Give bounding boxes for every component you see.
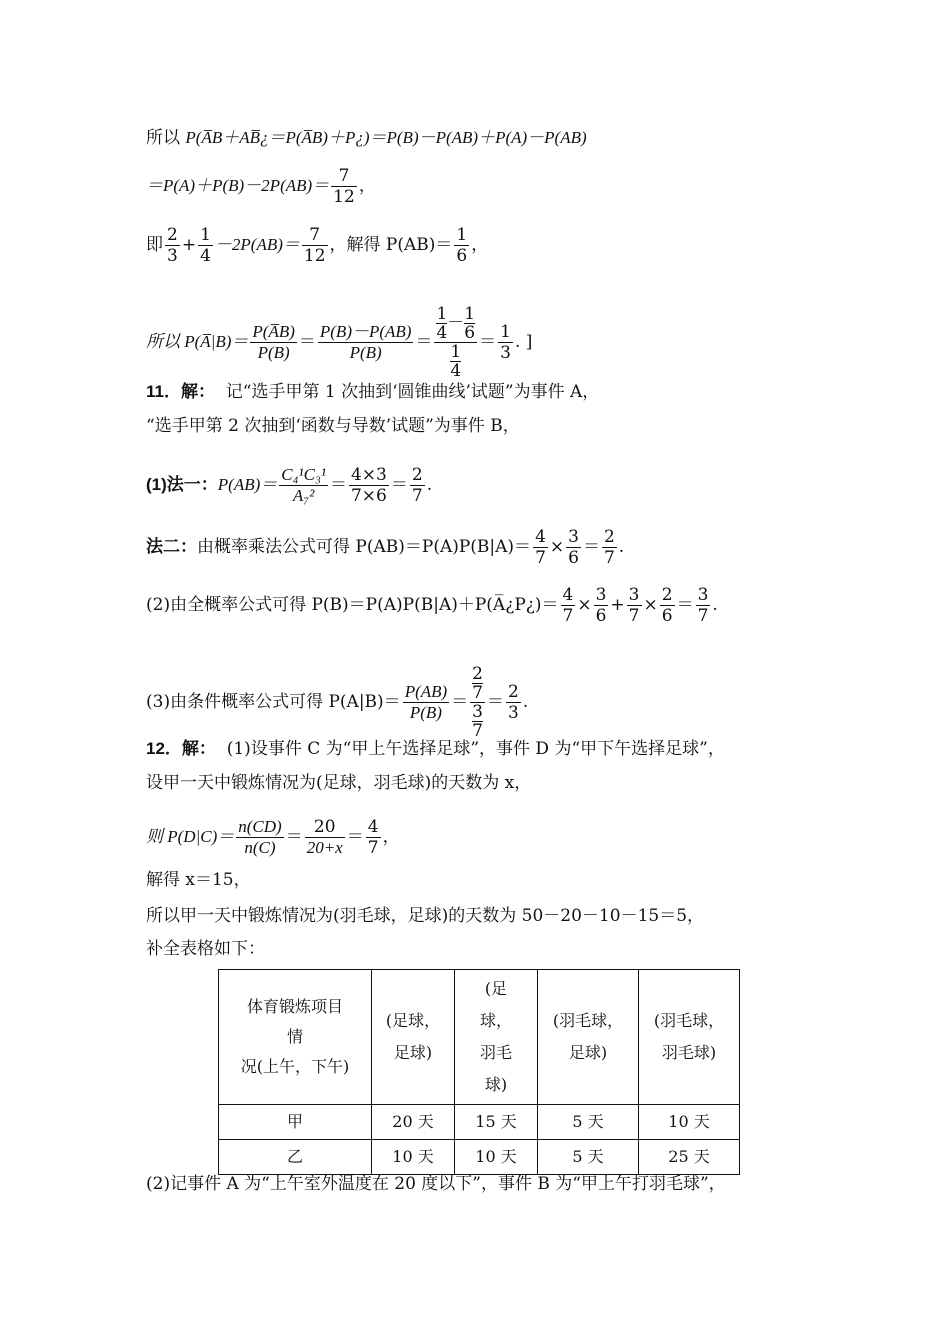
- method-2: [146, 527, 624, 568]
- table-header-row: [219, 970, 740, 1105]
- fraction: $\frac{7}{12}$: [303, 225, 326, 266]
- cell: 20 天: [372, 1105, 455, 1140]
- text: 即: [146, 235, 163, 255]
- cell: 10 天: [455, 1140, 538, 1175]
- text: (1)设事件 C 为“甲上午选择足球”，事件 D 为“甲下午选择足球”，: [226, 739, 725, 759]
- method-1: [146, 465, 432, 506]
- operator: +: [610, 595, 625, 615]
- fraction: $\frac{n(CD)}{n(C)}$: [238, 817, 282, 857]
- punct: .: [522, 692, 529, 712]
- text: 设甲一天中锻炼情况为(足球，羽毛球)的天数为 x，: [146, 773, 532, 793]
- fraction: $\frac{3}{6}$: [568, 527, 579, 568]
- punct: .: [712, 595, 718, 615]
- equation-line-1: [146, 126, 587, 150]
- fraction: $\frac{P(AB)}{P(B)}$: [404, 682, 448, 722]
- problem-11-line-1: [146, 380, 599, 404]
- cell: 5 天: [538, 1105, 639, 1140]
- header-cell: 体育锻炼项目 情 况(上午，下午): [219, 970, 372, 1105]
- text: 由概率乘法公式可得 P(AB)＝P(A)P(B|A)＝: [197, 537, 532, 557]
- operator: ＝: [415, 332, 433, 352]
- last-line: [146, 1172, 726, 1196]
- text: 所以: [146, 128, 180, 148]
- fraction: $\frac{1}{3}$: [500, 322, 511, 363]
- operator: ＝: [451, 692, 469, 712]
- equation: 所以 P(A̅|B)＝: [146, 332, 249, 351]
- cell: 5 天: [538, 1140, 639, 1175]
- fraction: $\frac{2}{6}$: [661, 585, 673, 626]
- problem-12-line-3: [146, 817, 400, 858]
- equation-line-4: [146, 305, 532, 380]
- header-cell: (羽毛球， 足球): [538, 970, 639, 1105]
- fraction: $\frac{2}{3}$: [167, 225, 178, 266]
- fraction: $\frac{20}{20+x}$: [306, 817, 343, 857]
- equation: P(AB)＝: [217, 475, 278, 494]
- fraction: $\frac{2}{7}$: [411, 465, 423, 506]
- punct: .: [618, 537, 625, 557]
- operator: +: [181, 235, 197, 255]
- exercise-table: [218, 969, 740, 1175]
- problem-number: 11．解：: [146, 382, 215, 401]
- fraction: $\frac{3}{7}$: [697, 585, 709, 626]
- punct: . ]: [514, 332, 533, 352]
- fraction: $\frac{4}{7}$: [562, 585, 574, 626]
- text: 补全表格如下：: [146, 939, 265, 959]
- cell: 乙: [219, 1140, 372, 1175]
- operator: ＝: [346, 827, 364, 847]
- fraction: $\frac{P(A̅B)}{P(B)}$: [252, 322, 295, 362]
- fraction: $\frac{4}{7}$: [367, 817, 379, 858]
- label: 法二：: [146, 537, 197, 556]
- operator: ＝: [298, 332, 316, 352]
- fraction: $\frac{7}{12}$: [333, 166, 355, 207]
- cell: 10 天: [372, 1140, 455, 1175]
- problem-12-line-1: [146, 737, 725, 761]
- problem-12-line-2: [146, 771, 531, 795]
- operator: ×: [549, 537, 565, 557]
- complex-fraction: $\frac{1}{4}$ － $\frac{1}{6}$ $\frac{1}{4}$: [436, 304, 476, 381]
- text: (2)由全概率公式可得 P(B)＝P(A)P(B|A)＋P(A̅¿P¿)＝: [146, 595, 559, 615]
- cell: 甲: [219, 1105, 372, 1140]
- equation-line-2: [146, 166, 376, 207]
- fraction: $\frac{4\times 3}{7\times 6}$: [350, 465, 387, 506]
- fraction: $\frac{P(B)-P(AB)}{P(B)}$: [319, 322, 412, 362]
- question-3: [146, 665, 528, 740]
- header-cell: (羽毛球， 羽毛球): [639, 970, 740, 1105]
- problem-11-line-2: [146, 414, 520, 438]
- operator: ＝: [390, 475, 408, 495]
- cell: 15 天: [455, 1105, 538, 1140]
- operator: ＝: [479, 332, 497, 352]
- text: (3)由条件概率公式可得 P(A|B)＝: [146, 692, 401, 712]
- equation: P(A̅B＋AB̅¿＝P(A̅B)＋P¿)＝P(B)－P(AB)＋P(A)－P(AB): [185, 128, 587, 147]
- text: “选手甲第 2 次抽到‘函数与导数’试题”为事件 B，: [146, 416, 520, 436]
- text: ，解得 P(AB)＝: [329, 235, 453, 255]
- table-row: [219, 1140, 740, 1175]
- fraction: $\frac{3}{6}$: [595, 585, 607, 626]
- equation: －2P(AB)＝: [214, 235, 300, 254]
- problem-12-line-4: [146, 868, 251, 892]
- header-cell: (足球， 足球): [372, 970, 455, 1105]
- fraction: $\frac{1}{6}$: [456, 225, 468, 266]
- operator: ＝: [676, 595, 694, 615]
- punct: ，: [358, 176, 376, 196]
- problem-12-line-5: [146, 904, 704, 928]
- punct: ，: [382, 827, 400, 847]
- text: 所以甲一天中锻炼情况为(羽毛球，足球)的天数为 50－20－10－15＝5，: [146, 906, 705, 926]
- fraction: $\frac{3}{7}$: [628, 585, 640, 626]
- table-row: [219, 1105, 740, 1140]
- complex-fraction: $\frac{\frac{2}{7}}{\frac{3}{7}}$: [472, 664, 483, 741]
- operator: ＝: [329, 475, 347, 495]
- header-cell: (足 球， 羽毛 球): [455, 970, 538, 1105]
- text: 记“选手甲第 1 次抽到‘圆锥曲线’试题”为事件 A，: [225, 382, 600, 402]
- problem-number: 12．解：: [146, 739, 216, 758]
- fraction: $\frac{\text{C₄¹C₃¹}}{\text{A₇²}}$: [281, 465, 326, 505]
- fraction: $\frac{2}{3}$: [508, 682, 519, 723]
- problem-12-line-6: [146, 937, 265, 961]
- fraction: $\frac{2}{7}$: [603, 527, 615, 568]
- fraction: $\frac{1}{4}$: [200, 225, 211, 266]
- operator: ×: [643, 595, 658, 615]
- equation-line-3: [146, 225, 488, 266]
- punct: .: [426, 475, 433, 495]
- cell: 25 天: [639, 1140, 740, 1175]
- fraction: $\frac{4}{7}$: [535, 527, 546, 568]
- operator: ×: [577, 595, 592, 615]
- label: (1)法一：: [146, 475, 218, 494]
- equation: ＝P(A)＋P(B)－2P(AB)＝: [146, 176, 330, 195]
- operator: ＝: [582, 537, 600, 557]
- text: 解得 x＝15，: [146, 870, 251, 890]
- operator: ＝: [285, 827, 303, 847]
- question-2: [146, 585, 718, 626]
- text: (2)记事件 A 为“上午室外温度在 20 度以下”，事件 B 为“甲上午打羽毛球”，: [146, 1174, 726, 1194]
- equation: 则 P(D|C)＝: [146, 827, 235, 846]
- cell: 10 天: [639, 1105, 740, 1140]
- punct: ，: [471, 235, 489, 255]
- operator: ＝: [487, 692, 504, 712]
